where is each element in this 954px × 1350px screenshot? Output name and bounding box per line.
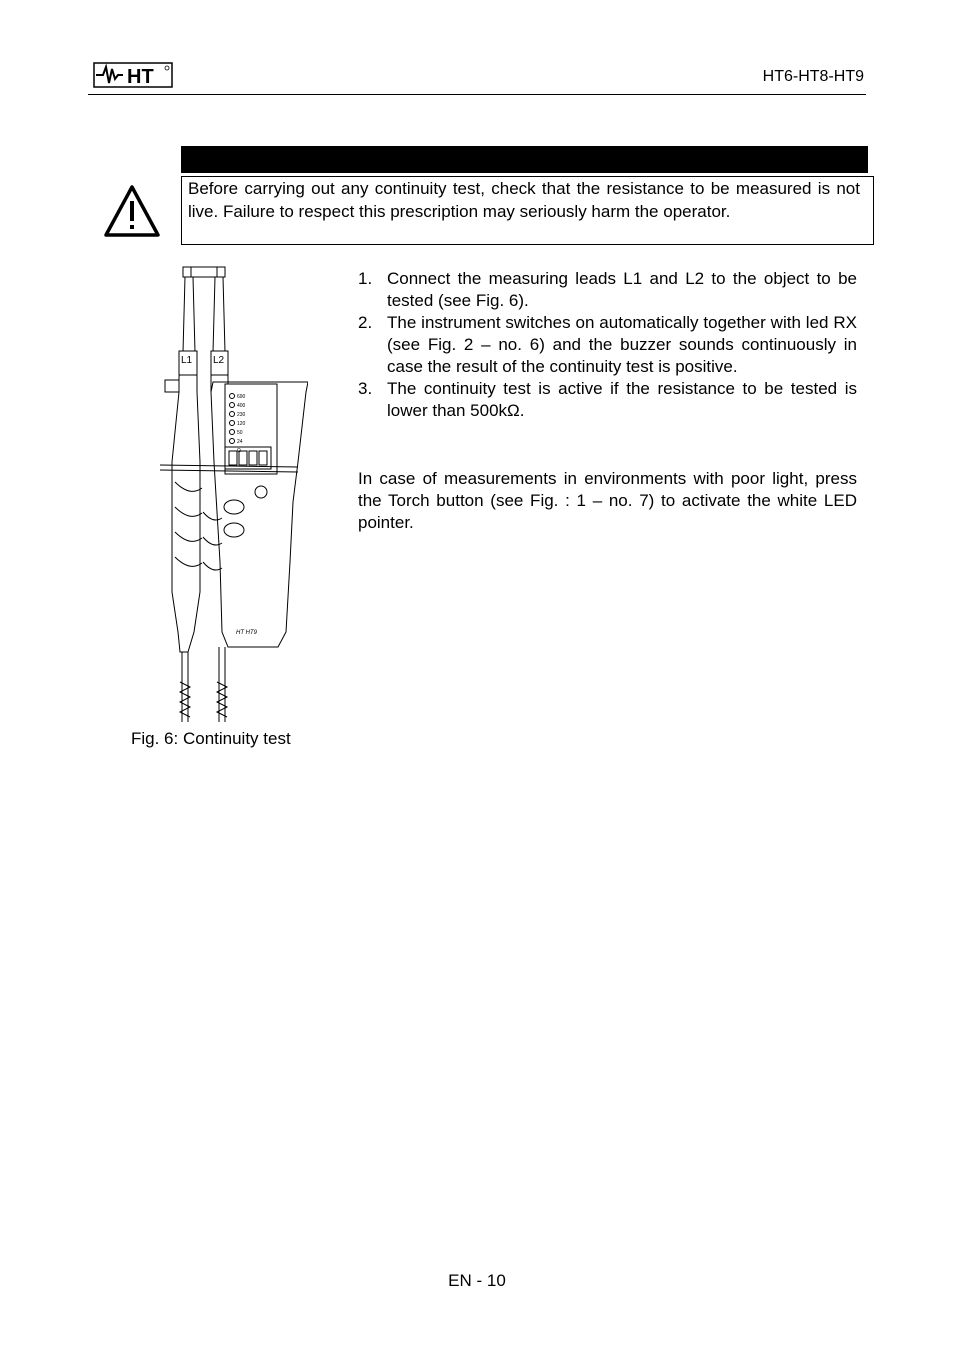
led-label: 400 <box>237 403 246 409</box>
device-label: HT HT9 <box>236 630 257 636</box>
procedure-steps <box>358 268 857 422</box>
led-label: 120 <box>237 421 246 427</box>
warning-triangle-icon <box>104 184 160 238</box>
led-label: 24 <box>237 439 243 445</box>
led-label: 690 <box>237 394 246 400</box>
section-title-bar <box>181 146 868 173</box>
logo-text: HT <box>127 66 154 88</box>
figure-caption: Fig. 6: Continuity test <box>131 729 291 748</box>
step-number: 1. <box>358 269 373 288</box>
step-text: The instrument switches on automatically together with led RX (see Fig. 2 – no. 6) and the buzzer sounds continuously in case the result of the continuity test is positive. <box>387 313 857 376</box>
led-label: 230 <box>237 412 246 418</box>
step-text: The continuity test is active if the resistance to be tested is lower than 500kΩ. <box>387 379 857 420</box>
ht-logo <box>93 62 173 88</box>
model-name: HT6-HT8-HT9 <box>762 68 864 85</box>
step-number: 2. <box>358 313 373 332</box>
page-number: EN - 10 <box>448 1271 506 1290</box>
lead-l2-label: L2 <box>213 355 225 366</box>
warning-text: Before carrying out any continuity test, check that the resistance to be measured is not live. Failure to respect this prescription may seriously harm the operator. <box>188 179 860 221</box>
list-item <box>358 378 857 422</box>
step-number: 3. <box>358 379 373 398</box>
torch-note: In case of measurements in environments with poor light, press the Torch button (see Fig. : 1 – no. 7) to activate the white LED pointer. <box>358 469 857 532</box>
led-label: 50 <box>237 430 243 436</box>
list-item <box>358 312 857 378</box>
continuity-tester-illustration <box>158 262 308 722</box>
list-item <box>358 268 857 312</box>
led-label: Ω <box>237 448 241 454</box>
lead-l1-label: L1 <box>181 355 193 366</box>
step-text: Connect the measuring leads L1 and L2 to the object to be tested (see Fig. 6). <box>387 269 857 310</box>
header-divider <box>88 94 866 95</box>
warning-box <box>181 176 874 245</box>
